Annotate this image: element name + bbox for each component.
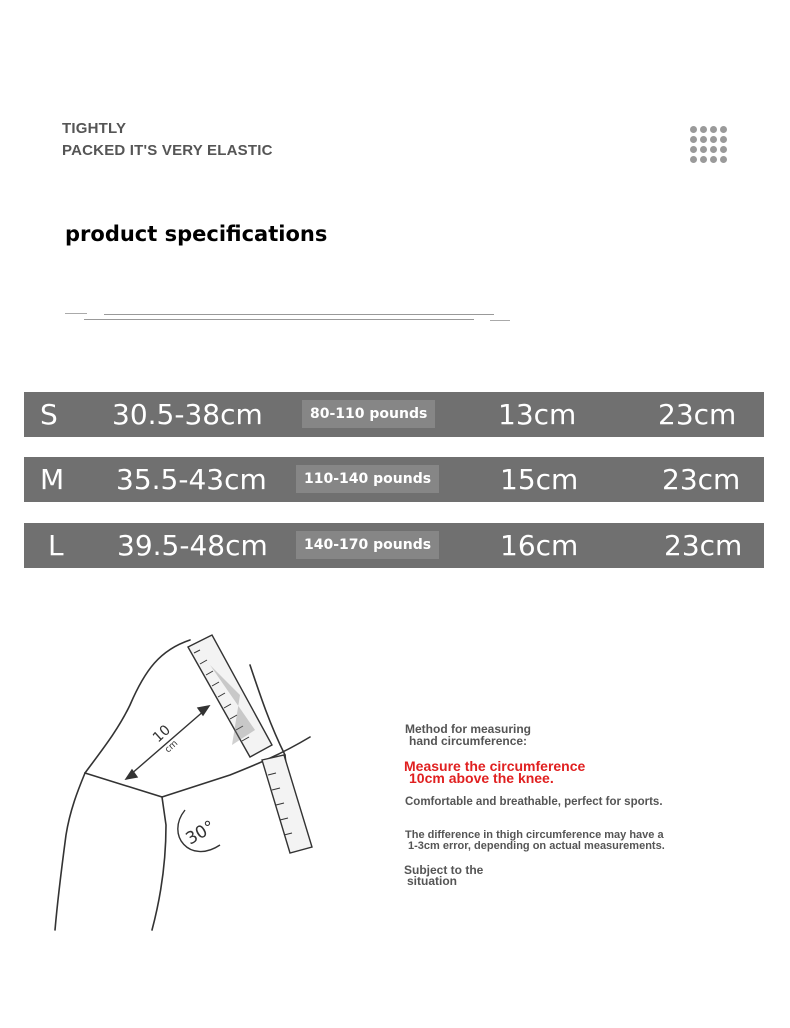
knee-outline: [85, 773, 166, 930]
comfort-note: Comfortable and breathable, perfect for sports.: [405, 796, 663, 808]
instruction-line-2: 10cm above the knee.: [409, 770, 554, 786]
error-note: [405, 830, 735, 852]
subject-note: [404, 865, 524, 887]
size-row-s: [24, 392, 764, 437]
thigh-circumference: 35.5-43cm: [116, 463, 267, 496]
instruction-line-1: Measure the circumference: [404, 758, 586, 774]
thigh-circumference: 39.5-48cm: [117, 529, 268, 562]
size-row-l: [24, 523, 764, 568]
sleeve-length: 16cm: [500, 529, 579, 562]
error-line-2: 1-3cm error, depending on actual measurements.: [408, 840, 665, 852]
thigh-circumference: 30.5-38cm: [112, 398, 263, 431]
angle-label: 30°: [182, 816, 219, 850]
thigh-outline: [85, 640, 190, 773]
weight-range: 80-110 pounds: [302, 400, 435, 428]
measure-instruction: [404, 760, 664, 784]
subject-line-2: situation: [407, 874, 457, 888]
top-width: 23cm: [658, 398, 737, 431]
size-label: M: [40, 463, 65, 496]
tagline-line-1: TIGHTLY: [62, 120, 127, 137]
weight-range: 140-170 pounds: [296, 531, 439, 559]
distance-label: 10: [149, 722, 174, 746]
distance-unit: cm: [163, 738, 181, 756]
size-label: L: [48, 529, 64, 562]
top-width: 23cm: [664, 529, 743, 562]
divider: [104, 314, 494, 315]
tagline-line-2: PACKED IT'S VERY ELASTIC: [62, 142, 273, 159]
specs-title: product specifications: [65, 222, 328, 246]
divider: [65, 313, 87, 314]
sleeve-length: 13cm: [498, 398, 577, 431]
dot-grid-icon: [690, 126, 730, 164]
tagline: [62, 118, 273, 162]
knee-measurement-diagram: [40, 625, 350, 945]
divider: [84, 319, 474, 320]
sleeve-length: 15cm: [500, 463, 579, 496]
size-label: S: [40, 398, 58, 431]
method-line-2: hand circumference:: [409, 734, 528, 748]
method-line-1: Method for measuring: [405, 722, 532, 736]
error-line-1: The difference in thigh circumference may have a: [405, 829, 664, 841]
method-heading: [405, 723, 565, 747]
divider: [490, 320, 510, 321]
weight-range: 110-140 pounds: [296, 465, 439, 493]
size-row-m: [24, 457, 764, 502]
leg-back-outline: [55, 773, 85, 930]
subject-line-1: Subject to the: [404, 863, 484, 877]
top-width: 23cm: [662, 463, 741, 496]
